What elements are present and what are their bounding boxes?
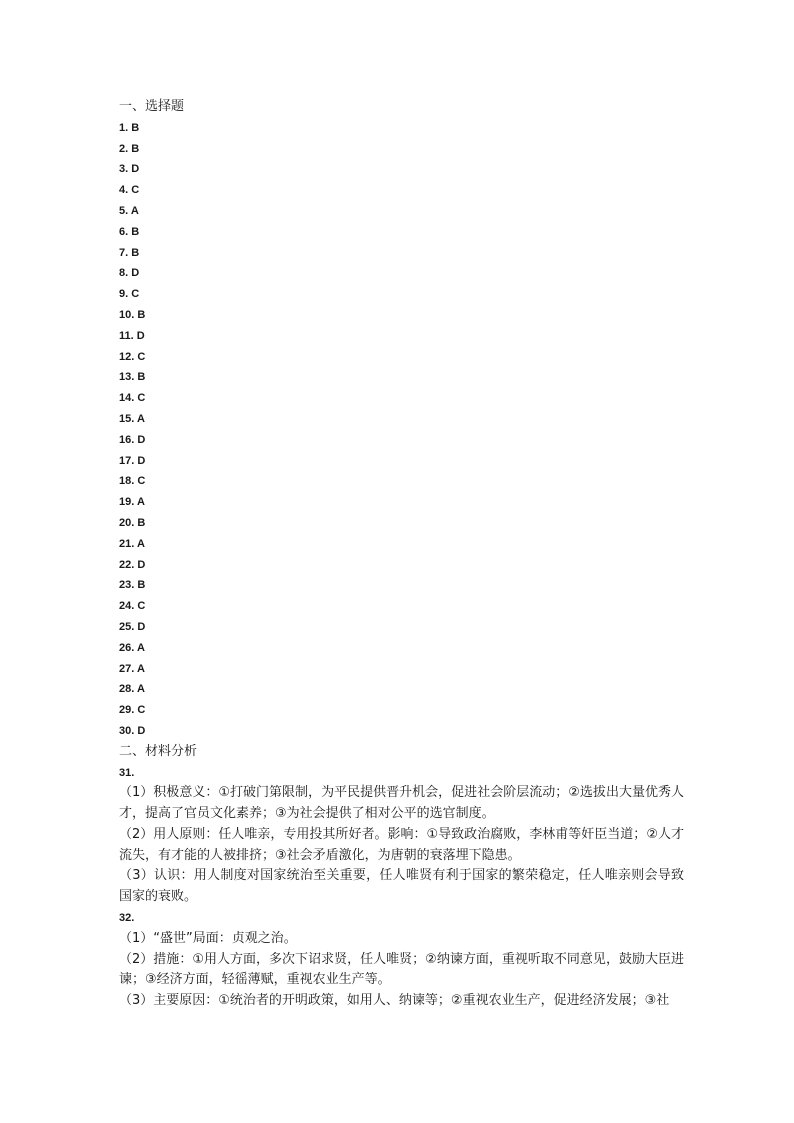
answer-item: 23. B	[119, 579, 146, 592]
answer-item: 3. D	[119, 163, 140, 176]
answer-item: 14. C	[119, 392, 146, 405]
answer-item: 13. B	[119, 371, 146, 384]
answer-item: 30. D	[119, 724, 146, 737]
question-31-part-3: （3）认识：用人制度对国家统治至关重要，任人唯贤有利于国家的繁荣稳定，任人唯亲则会导致国家的衰败。	[119, 868, 684, 905]
section-title-multiple-choice: 一、选择题	[119, 99, 185, 114]
answer-item: 29. C	[119, 704, 146, 717]
answer-item: 19. A	[119, 496, 145, 509]
answer-item: 22. D	[119, 558, 146, 571]
answer-item: 2. B	[119, 142, 140, 155]
answer-item: 25. D	[119, 620, 146, 633]
section-title-material-analysis: 二、材料分析	[119, 743, 198, 759]
answer-item: 16. D	[119, 433, 146, 446]
answer-item: 10. B	[119, 308, 146, 321]
answer-item: 27. A	[119, 662, 145, 675]
multiple-choice-answer-list	[119, 118, 684, 742]
question-number-31: 31.	[119, 766, 135, 779]
answer-item: 5. A	[119, 204, 139, 217]
answer-item: 26. A	[119, 641, 145, 654]
answer-item: 4. C	[119, 184, 140, 197]
question-32-part-2: （2）措施：①用人方面，多次下诏求贤，任人唯贤；②纳谏方面，重视听取不同意见，鼓励大臣进谏；③经济方面，轻徭薄赋，重视农业生产等。	[119, 951, 684, 988]
answer-item: 7. B	[119, 246, 140, 259]
answer-item: 9. C	[119, 288, 140, 301]
question-31-part-2: （2）用人原则：任人唯亲，专用投其所好者。影响：①导致政治腐败，李林甫等奸臣当道；②人才流失，有才能的人被排挤；③社会矛盾激化，为唐朝的衰落埋下隐患。	[119, 826, 684, 863]
answer-item: 20. B	[119, 516, 146, 529]
answer-item: 1. B	[119, 121, 140, 134]
answer-item: 8. D	[119, 267, 140, 280]
question-32-part-3: （3）主要原因：①统治者的开明政策，如用人、纳谏等；②重视农业生产，促进经济发展；③社	[119, 993, 670, 1009]
answer-item: 24. C	[119, 600, 146, 613]
answer-item: 15. A	[119, 412, 145, 425]
question-number-32: 32.	[119, 912, 135, 925]
answer-item: 6. B	[119, 225, 140, 238]
answer-sheet	[119, 97, 684, 1012]
answer-item: 18. C	[119, 475, 146, 488]
answer-item: 28. A	[119, 683, 145, 696]
answer-item: 21. A	[119, 537, 145, 550]
answer-item: 11. D	[119, 329, 145, 342]
answer-item: 12. C	[119, 350, 146, 363]
question-32-part-1: （1）“盛世”局面：贞观之治。	[119, 930, 297, 946]
answer-item: 17. D	[119, 454, 146, 467]
question-31-part-1: （1）积极意义：①打破门第限制，为平民提供晋升机会，促进社会阶层流动；②选拔出大量优秀人才，提高了官员文化素养；③为社会提供了相对公平的选官制度。	[119, 785, 684, 822]
